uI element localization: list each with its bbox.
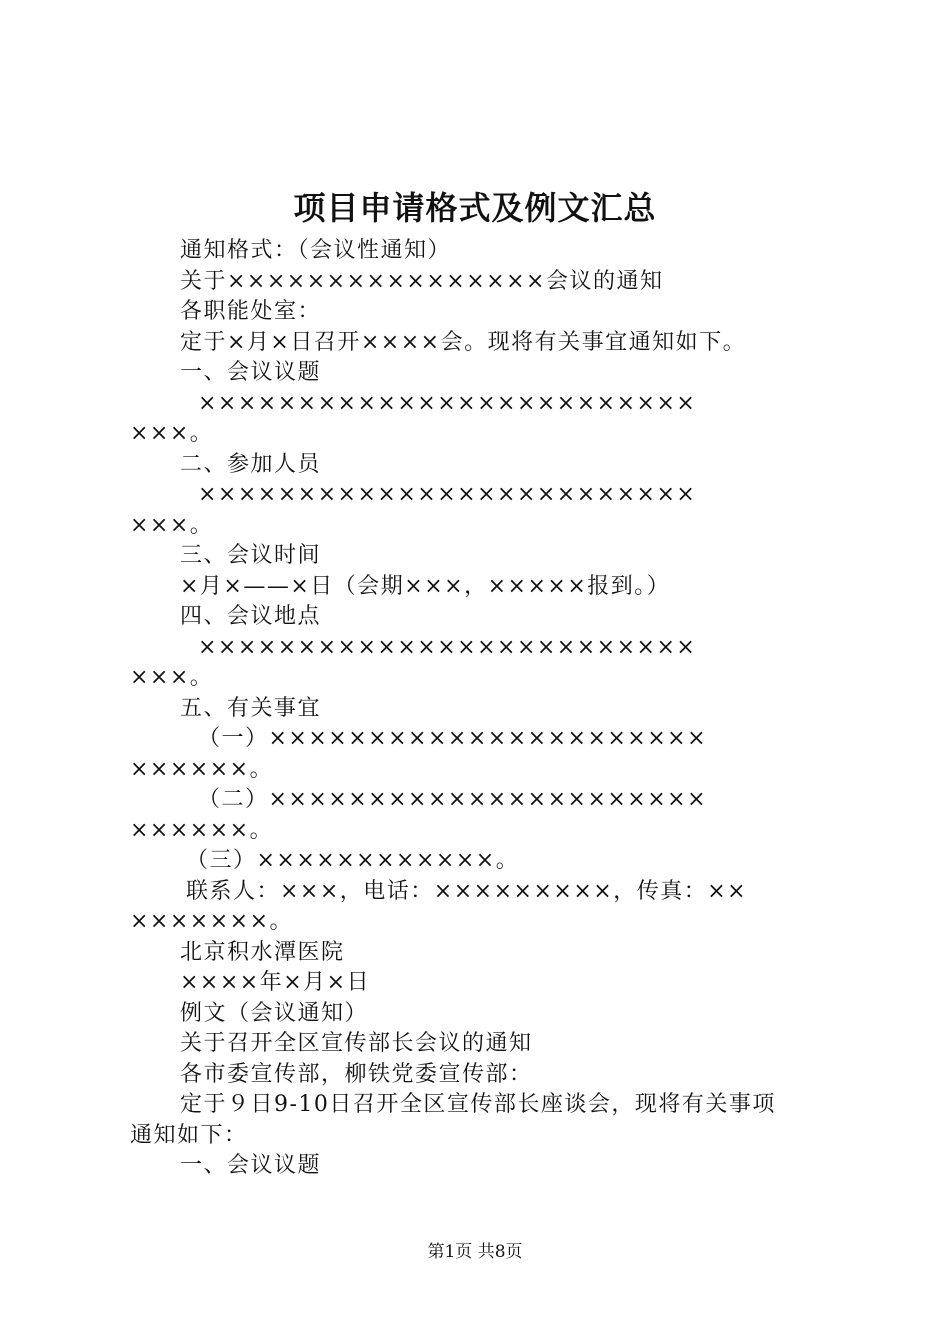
page-number-footer: 第1页 共8页 xyxy=(427,1242,523,1262)
paragraph-line: （一）×××××××××××××××××××××× xyxy=(198,726,708,751)
paragraph-line: 联系人：×××，电话：×××××××××，传真：×× xyxy=(186,878,748,904)
paragraph-line: ×××。 xyxy=(130,421,214,446)
paragraph-line: （二）×××××××××××××××××××××× xyxy=(198,787,708,812)
paragraph-line: ××××××××××××××××××××××××× xyxy=(198,482,697,507)
paragraph-line: 定于×月×日召开××××会。现将有关事宜通知如下。 xyxy=(180,329,747,355)
document-title: 项目申请格式及例文汇总 xyxy=(293,189,657,227)
paragraph-line: 各职能处室： xyxy=(180,299,322,324)
paragraph-line: ×××。 xyxy=(130,665,214,690)
paragraph-line: 例文（会议通知） xyxy=(180,1000,369,1026)
paragraph-line: ×月×——×日（会期×××，×××××报到。） xyxy=(180,573,671,599)
paragraph-line: ×××××××。 xyxy=(130,909,294,934)
section-heading: 五、有关事宜 xyxy=(180,695,322,721)
paragraph-line: 关于××××××××××××××××会议的通知 xyxy=(180,268,664,294)
paragraph-line: 通知如下： xyxy=(130,1122,248,1148)
section-heading: 一、会议议题 xyxy=(180,1153,322,1178)
paragraph-line: ×××。 xyxy=(130,512,214,538)
section-heading: 二、参加人员 xyxy=(180,451,322,477)
paragraph-line: 北京积水潭医院 xyxy=(180,939,345,965)
section-heading: 一、会议议题 xyxy=(180,360,322,385)
paragraph-line: ××××年×月×日 xyxy=(180,970,371,995)
paragraph-line: 通知格式：（会议性通知） xyxy=(180,238,452,263)
paragraph-line: ××××××。 xyxy=(130,817,274,843)
paragraph-line: 定于９日9-10日召开全区宣传部长座谈会，现将有关事项 xyxy=(180,1092,776,1117)
section-heading: 四、会议地点 xyxy=(180,604,322,629)
section-heading: 三、会议时间 xyxy=(180,543,322,568)
document-body xyxy=(130,236,832,1182)
paragraph-line: ××××××××××××××××××××××××× xyxy=(198,390,697,416)
paragraph-line: 关于召开全区宣传部长会议的通知 xyxy=(180,1031,533,1056)
paragraph-line: ××××××。 xyxy=(130,756,274,782)
paragraph-line: ××××××××××××××××××××××××× xyxy=(198,634,697,660)
paragraph-line: （三）××××××××××××。 xyxy=(186,848,520,873)
paragraph-line: 各市委宣传部，柳铁党委宣传部： xyxy=(180,1061,533,1087)
